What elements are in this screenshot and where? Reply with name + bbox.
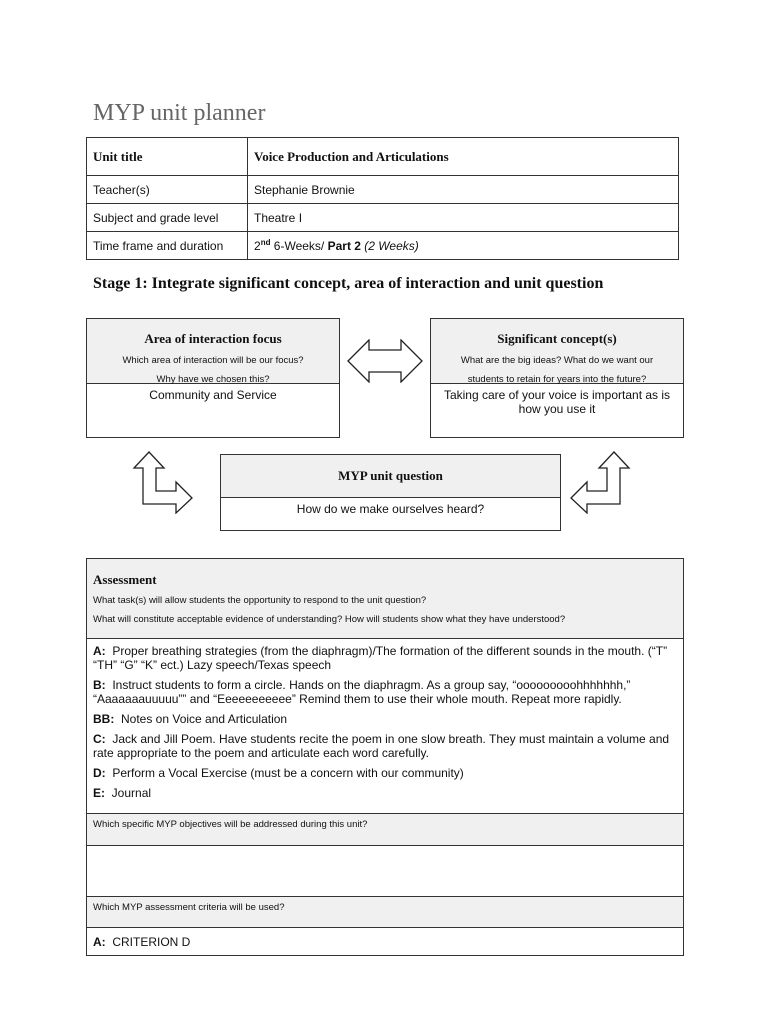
task-item-e [93, 786, 677, 800]
teacher-label: Teacher(s) [87, 176, 248, 204]
objectives-header [87, 814, 683, 846]
aoi-title: Area of interaction focus [144, 331, 282, 346]
timeframe-part: Part 2 [327, 239, 361, 253]
task-label: B: [93, 678, 106, 692]
concept-answer: Taking care of your voice is important as is how you use it [443, 388, 671, 416]
criteria-label: A: [93, 935, 106, 949]
timeframe-sup: nd [260, 238, 271, 247]
task-item-bb [93, 712, 677, 726]
bent-arrow-left-icon [132, 451, 194, 514]
document-title: MYP unit planner [93, 100, 266, 126]
subject-row [87, 204, 679, 232]
aoi-question-1: Which area of interaction will be our focus? [122, 355, 304, 366]
teacher-row [87, 176, 679, 204]
stage1-heading: Stage 1: Integrate significant concept, area of interaction and unit question [93, 275, 604, 292]
criteria-value: CRITERION D [112, 935, 191, 949]
task-item-c [93, 732, 677, 760]
assessment-section [86, 558, 684, 956]
timeframe-label: Time frame and duration [87, 232, 248, 260]
objectives-answer [87, 846, 683, 897]
subject-value: Theatre I [248, 204, 679, 232]
assessment-question-1: What task(s) will allow students the opportunity to respond to the unit question? [93, 595, 427, 606]
unit-question-title: MYP unit question [338, 468, 443, 483]
task-text: Journal [111, 786, 152, 800]
timeframe-value [248, 232, 679, 260]
criteria-header [87, 897, 683, 928]
unit-title-label: Unit title [87, 138, 248, 176]
task-text: Notes on Voice and Articulation [121, 712, 288, 726]
task-label: C: [93, 732, 106, 746]
aoi-header [87, 319, 339, 384]
task-text: Jack and Jill Poem. Have students recite the poem in one slow breath. They must maintain a volume and rate appropriate to the poem and articulate each word carefully. [93, 732, 670, 760]
bent-arrow-right-icon [569, 451, 631, 514]
concept-header [431, 319, 683, 384]
unit-question-box [220, 454, 561, 531]
concept-question-1: What are the big ideas? What do we want our [460, 355, 654, 366]
task-label: D: [93, 766, 106, 780]
concept-title: Significant concept(s) [497, 331, 617, 346]
double-arrow-icon [347, 339, 423, 383]
assessment-title: Assessment [93, 572, 157, 587]
task-text: Instruct students to form a circle. Hands on the diaphragm. As a group say, “ooooooooohhhhhhh,” “Aaaaaaauuuuu”” and “Eeeeeeeeeee” Remind them to use their whole mouth. Repeat more rapidly. [93, 678, 631, 706]
subject-label: Subject and grade level [87, 204, 248, 232]
area-of-interaction-box [86, 318, 340, 438]
assessment-question-2: What will constitute acceptable evidence of understanding? How will students show what they have understood? [93, 614, 566, 625]
task-text: Perform a Vocal Exercise (must be a concern with our community) [112, 766, 464, 780]
timeframe-num: 2 [254, 239, 261, 253]
timeframe-weeks: (2 Weeks) [360, 239, 419, 253]
unit-question-header [221, 455, 560, 498]
task-item-d [93, 766, 677, 780]
criteria-question: Which MYP assessment criteria will be used? [93, 902, 285, 913]
task-item-a [93, 644, 677, 672]
criteria-answer [87, 928, 683, 949]
timeframe-rest: 6-Weeks/ [270, 239, 328, 253]
unit-title-value: Voice Production and Articulations [248, 138, 679, 176]
aoi-question-2: Why have we chosen this? [156, 374, 270, 385]
task-item-b [93, 678, 677, 706]
assessment-task-list [87, 639, 683, 814]
task-label: BB: [93, 712, 115, 726]
task-label: E: [93, 786, 105, 800]
concept-question-2: students to retain for years into the future? [467, 374, 647, 385]
unit-question-answer: How do we make ourselves heard? [296, 502, 485, 516]
significant-concept-box [430, 318, 684, 438]
unit-info-table [86, 137, 679, 260]
unit-title-row [87, 138, 679, 176]
teacher-value: Stephanie Brownie [248, 176, 679, 204]
timeframe-row [87, 232, 679, 260]
task-text: Proper breathing strategies (from the diaphragm)/The formation of the different sounds in the mouth. (“T” “TH” “G” “K” ect.) Lazy speech/Texas speech [93, 644, 668, 672]
objectives-question: Which specific MYP objectives will be addressed during this unit? [93, 819, 368, 830]
aoi-answer: Community and Service [149, 388, 277, 402]
task-label: A: [93, 644, 106, 658]
assessment-header [87, 559, 683, 639]
